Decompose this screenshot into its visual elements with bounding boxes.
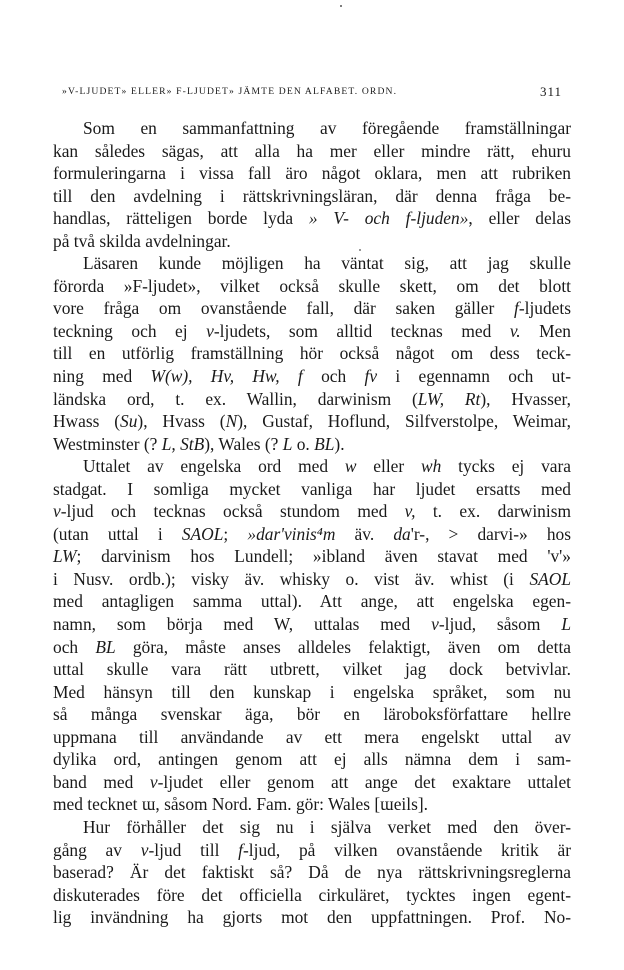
running-header xyxy=(62,86,562,97)
text-line xyxy=(53,162,571,185)
text-run: äv. xyxy=(335,523,394,544)
text-run: -ljudets, som alltid tecknas med xyxy=(213,320,510,341)
text-line xyxy=(53,839,571,862)
text-run: Men xyxy=(520,320,571,341)
text-run: förorda »F-ljudet», vilket också skulle skett, om det blott xyxy=(53,275,571,296)
text-run: -ljud till xyxy=(148,839,239,860)
text-line xyxy=(53,117,571,140)
text-line xyxy=(53,342,571,365)
text-run: så många svenskar äga, bör en läroboksförfattare hellre xyxy=(53,704,571,725)
text-run: i egennamn och ut- xyxy=(377,366,571,387)
text-line xyxy=(53,703,571,726)
text-run: 'r-, > darvi-» hos xyxy=(410,523,571,544)
text-run: , eller delas xyxy=(468,208,571,229)
italic-text: v xyxy=(206,320,214,341)
text-run: namn, som börja med W, uttalas med xyxy=(53,614,432,635)
text-line xyxy=(53,252,571,275)
text-run: dylika ord, antingen genom att ej alls nämna dem i sam- xyxy=(53,749,571,770)
text-run: ). xyxy=(334,433,345,454)
text-line xyxy=(53,771,571,794)
text-run: ; darvinism hos Lundell; »ibland även stavat med 'v'» xyxy=(76,546,571,567)
italic-text: L xyxy=(561,614,571,635)
text-line xyxy=(53,230,571,253)
text-run: Hur förhåller det sig nu i själva verket med den över- xyxy=(83,816,571,837)
italic-text: fv xyxy=(364,366,378,387)
text-run: Hwass ( xyxy=(53,411,121,432)
text-line xyxy=(53,320,571,343)
text-run: ), Wales (? xyxy=(204,433,283,454)
text-line xyxy=(53,590,571,613)
text-run: -ljudet eller genom att ange det exaktare uttalet xyxy=(157,771,572,792)
paragraph xyxy=(53,455,571,816)
italic-text: v. xyxy=(509,320,521,341)
text-run: handlas, rätteligen borde lyda xyxy=(53,208,309,229)
text-run: ), Hvass ( xyxy=(137,411,226,432)
paragraph xyxy=(53,117,571,252)
page-number: 311 xyxy=(539,84,562,99)
text-line xyxy=(53,545,571,568)
text-run: formuleringarna i vissa fall äro något oklara, men att rubriken xyxy=(53,163,571,184)
text-run: diskuterades före det officiella cirkuläret, tycktes ingen egent- xyxy=(53,884,571,905)
text-line xyxy=(53,861,571,884)
text-line xyxy=(53,816,571,839)
italic-text: Su xyxy=(120,411,138,432)
italic-text: f xyxy=(513,298,519,319)
italic-text: »dar'vinis⁴m xyxy=(247,523,336,544)
text-line xyxy=(53,365,571,388)
text-run: på två skilda avdelningar. xyxy=(53,230,231,251)
text-run: till den avdelning i rättskrivningsläran, där denna fråga be- xyxy=(53,185,571,206)
italic-text: v xyxy=(140,839,149,860)
text-line xyxy=(53,388,571,411)
text-run: lig invändning ha gjorts mot den uppfattningen. Prof. No- xyxy=(53,907,571,928)
text-line xyxy=(53,658,571,681)
italic-text: BL xyxy=(95,636,116,657)
italic-text: v xyxy=(431,614,439,635)
text-line xyxy=(53,207,571,230)
text-run: med antagligen samma uttal). Att ange, att engelska egen- xyxy=(53,591,571,612)
text-line xyxy=(53,726,571,749)
text-run: med tecknet ɯ, såsom Nord. Fam. gör: Wales [ɯeils]. xyxy=(53,794,429,815)
text-line xyxy=(53,500,571,523)
italic-text: BL xyxy=(314,433,335,454)
text-run: och xyxy=(302,366,365,387)
italic-text: LW xyxy=(53,546,77,567)
text-run: eller xyxy=(356,456,422,477)
italic-text: f xyxy=(238,839,243,860)
text-run: (utan uttal i xyxy=(53,523,182,544)
text-line xyxy=(53,748,571,771)
italic-text: » V- och f-ljuden» xyxy=(308,208,469,229)
text-line xyxy=(53,455,571,478)
italic-text: v, xyxy=(404,501,416,522)
text-run: i Nusv. ordb.); visky äv. whisky o. vist äv. whist (i xyxy=(53,568,530,589)
text-run: -ljud, på vilken ovanstående kritik är xyxy=(243,839,571,860)
text-line xyxy=(53,433,571,456)
text-run: tycks ej vara xyxy=(441,456,571,477)
italic-text: wh xyxy=(421,456,442,477)
text-run: gång av xyxy=(53,839,141,860)
italic-text: SAOL xyxy=(529,568,571,589)
italic-text: L, StB xyxy=(161,433,205,454)
text-line xyxy=(53,568,571,591)
text-run: -ljud och tecknas också stundom med xyxy=(60,501,405,522)
italic-text: L xyxy=(282,433,293,454)
text-run: -ljud, såsom xyxy=(438,614,562,635)
italic-text: N xyxy=(225,411,238,432)
italic-text: v xyxy=(53,501,61,522)
text-run: band med xyxy=(53,771,150,792)
text-run: vore fråga om ovanstående fall, där saken gäller xyxy=(53,298,514,319)
text-run: stadgat. I somliga mycket vanliga har ljudet ersatts med xyxy=(53,478,571,499)
text-line xyxy=(53,884,571,907)
text-run: uppmana till användande av ett mera engelskt uttal av xyxy=(53,726,571,747)
text-run: teckning och ej xyxy=(53,320,207,341)
text-run: uttal skulle vara rätt utbrett, vilket jag dock betvivlar. xyxy=(53,659,571,680)
text-run: -ljudets xyxy=(518,298,571,319)
text-line xyxy=(53,410,571,433)
text-run: till en utförlig framställning hör också något om dess teck- xyxy=(53,343,571,364)
text-run: Westminster (? xyxy=(53,433,162,454)
italic-text: LW, Rt xyxy=(417,388,481,409)
text-line xyxy=(53,185,571,208)
text-run: och xyxy=(53,636,96,657)
text-line xyxy=(53,906,571,929)
text-line xyxy=(53,681,571,704)
text-line xyxy=(53,140,571,163)
text-run: ning med xyxy=(53,366,151,387)
text-run: Läsaren kunde möjligen ha väntat sig, att jag skulle xyxy=(83,253,571,274)
italic-text: w xyxy=(344,456,357,477)
text-line xyxy=(53,275,571,298)
italic-text: W(w), Hv, Hw, f xyxy=(150,366,303,387)
text-run: ), Hvasser, xyxy=(480,388,572,409)
text-line xyxy=(53,523,571,546)
text-line xyxy=(53,478,571,501)
italic-text: SAOL xyxy=(181,523,224,544)
text-line xyxy=(53,636,571,659)
text-run: kan således sägas, att alla ha mer eller mindre rätt, ehuru xyxy=(53,140,571,161)
text-run: baserad? Är det faktiskt så? Då de nya rättskrivningsreglerna xyxy=(53,862,571,883)
text-run: Som en sammanfattning av föregående framställningar xyxy=(83,118,571,138)
text-run: o. xyxy=(292,433,315,454)
text-line xyxy=(53,613,571,636)
text-run: göra, måste anses alldeles felaktigt, även om detta xyxy=(115,636,571,657)
text-line xyxy=(53,297,571,320)
italic-text: da xyxy=(393,523,411,544)
paragraph xyxy=(53,252,571,455)
text-run: t. ex. darwinism xyxy=(415,501,572,522)
paragraph xyxy=(53,816,571,929)
italic-text: v xyxy=(149,771,158,792)
text-run: Uttalet av engelska ord med xyxy=(83,456,345,477)
text-run: ; xyxy=(223,523,248,544)
text-line xyxy=(53,793,571,816)
text-run: Med hänsyn till den kunskap i engelska språket, som nu xyxy=(53,681,571,702)
text-run: ländska ord, t. ex. Wallin, darwinism ( xyxy=(53,388,418,409)
running-head-text: »V-LJUDET» ELLER» F-LJUDET» JÄMTE DEN ALFABET. ORDN. xyxy=(62,86,398,97)
body-text xyxy=(53,117,571,929)
text-run: ), Gustaf, Hoflund, Silfverstolpe, Weimar, xyxy=(237,411,571,432)
print-speck xyxy=(340,5,342,7)
